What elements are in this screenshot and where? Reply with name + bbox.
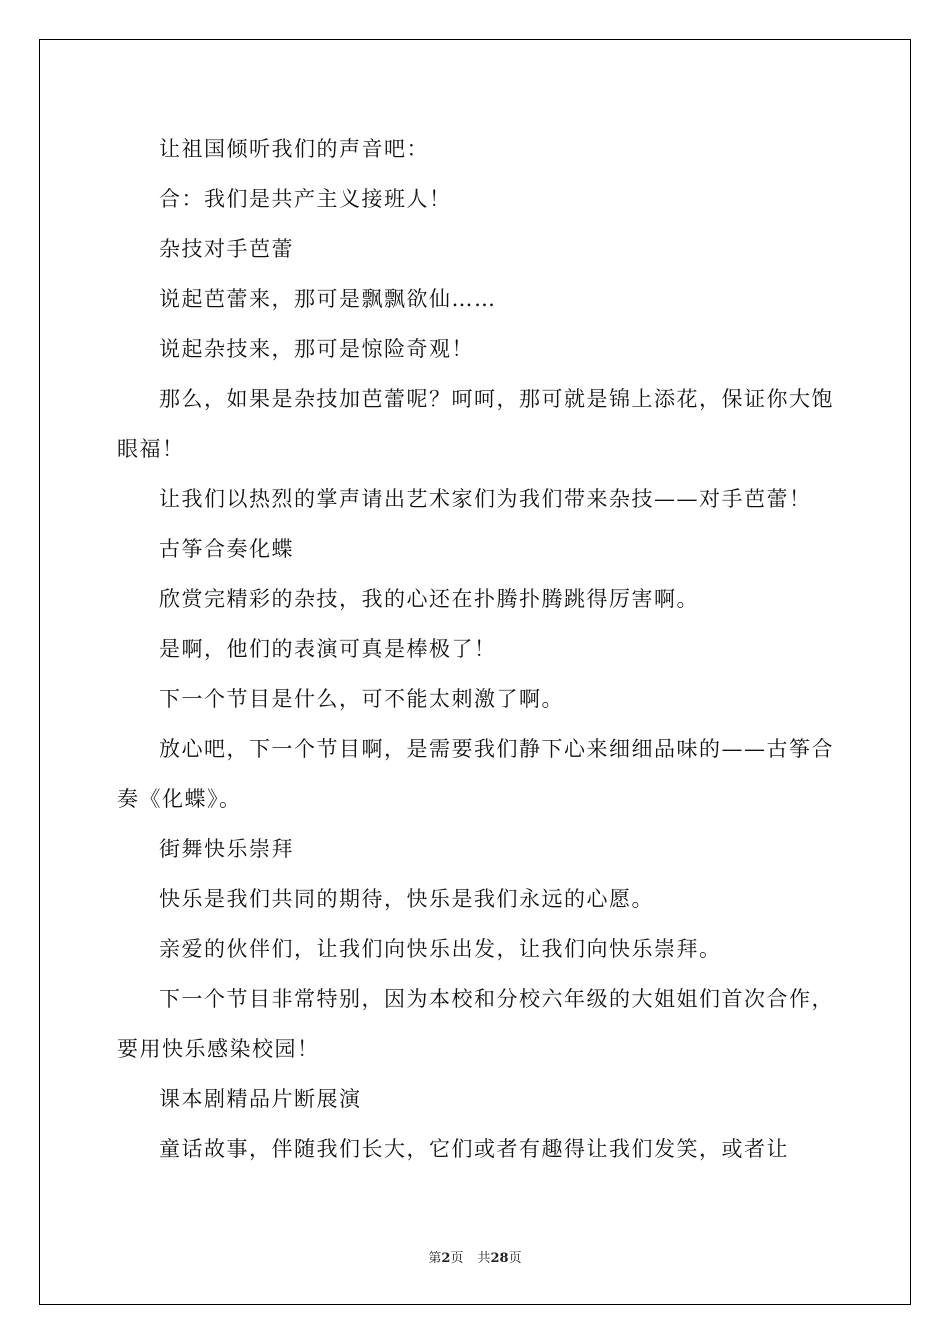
page-footer bbox=[0, 1247, 950, 1266]
section-heading: 杂技对手芭蕾 bbox=[159, 237, 294, 261]
paragraph: 下一个节目是什么，可不能太刺激了啊。 bbox=[159, 687, 564, 711]
paragraph: 快乐是我们共同的期待，快乐是我们永远的心愿。 bbox=[159, 887, 654, 911]
total-pages: 28 bbox=[490, 1251, 509, 1266]
paragraph: 欣赏完精彩的杂技，我的心还在扑腾扑腾跳得厉害啊。 bbox=[159, 587, 699, 611]
page-number: 2 bbox=[441, 1251, 451, 1266]
paragraph: 说起芭蕾来，那可是飘飘欲仙…… bbox=[159, 287, 497, 311]
section-heading: 古筝合奏化蝶 bbox=[159, 537, 294, 561]
paragraph: 下一个节目非常特别，因为本校和分校六年级的大姐姐们首次合作，要用快乐感染校园！ bbox=[117, 987, 834, 1061]
page-prefix: 第 bbox=[428, 1251, 442, 1266]
section-heading: 街舞快乐崇拜 bbox=[159, 837, 294, 861]
paragraph: 童话故事，伴随我们长大，它们或者有趣得让我们发笑，或者让 bbox=[159, 1137, 789, 1161]
paragraph: 是啊，他们的表演可真是棒极了！ bbox=[159, 637, 497, 661]
section-heading: 课本剧精品片断展演 bbox=[159, 1087, 362, 1111]
paragraph: 让我们以热烈的掌声请出艺术家们为我们带来杂技——对手芭蕾！ bbox=[159, 487, 812, 511]
paragraph: 放心吧，下一个节目啊，是需要我们静下心来细细品味的——古筝合奏《化蝶》。 bbox=[117, 737, 834, 811]
paragraph: 合：我们是共产主义接班人！ bbox=[159, 187, 452, 211]
total-suffix: 页 bbox=[508, 1251, 522, 1266]
paragraph: 那么，如果是杂技加芭蕾呢？呵呵，那可就是锦上添花，保证你大饱眼福！ bbox=[117, 387, 834, 461]
document-body bbox=[117, 124, 835, 1174]
paragraph: 让祖国倾听我们的声音吧： bbox=[159, 137, 429, 161]
paragraph: 亲爱的伙伴们，让我们向快乐出发，让我们向快乐崇拜。 bbox=[159, 937, 722, 961]
page-suffix: 页 bbox=[450, 1251, 464, 1266]
paragraph: 说起杂技来，那可是惊险奇观！ bbox=[159, 337, 474, 361]
total-prefix: 共 bbox=[477, 1251, 491, 1266]
